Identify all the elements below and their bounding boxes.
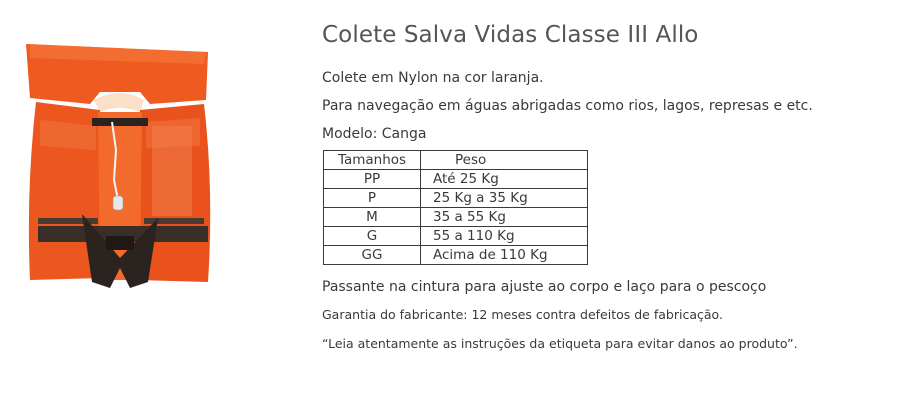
size-table: [323, 150, 588, 265]
size-cell: PP: [324, 170, 421, 189]
product-notice: “Leia atentamente as instruções da etiqueta para evitar danos ao produto”.: [322, 336, 798, 351]
life-vest-icon: [20, 30, 220, 295]
weight-cell: Até 25 Kg: [421, 170, 588, 189]
product-title: Colete Salva Vidas Classe III Allo: [322, 22, 699, 48]
size-table-header: [324, 151, 588, 170]
product-warranty: Garantia do fabricante: 12 meses contra defeitos de fabricação.: [322, 307, 723, 322]
size-cell: GG: [324, 246, 421, 265]
table-row: [324, 246, 588, 265]
size-table-header-weight: Peso: [421, 151, 588, 170]
product-image: [20, 30, 220, 295]
product-model: Modelo: Canga: [322, 126, 427, 142]
weight-cell: 55 a 110 Kg: [421, 227, 588, 246]
product-details: [322, 22, 882, 365]
table-row: [324, 208, 588, 227]
weight-cell: 35 a 55 Kg: [421, 208, 588, 227]
table-row: [324, 170, 588, 189]
size-table-header-size: Tamanhos: [324, 151, 421, 170]
size-cell: P: [324, 189, 421, 208]
weight-cell: 25 Kg a 35 Kg: [421, 189, 588, 208]
size-cell: G: [324, 227, 421, 246]
size-cell: M: [324, 208, 421, 227]
product-description-usage: Para navegação em águas abrigadas como rios, lagos, represas e etc.: [322, 98, 813, 114]
product-feature: Passante na cintura para ajuste ao corpo e laço para o pescoço: [322, 279, 767, 295]
product-description-material: Colete em Nylon na cor laranja.: [322, 70, 544, 86]
weight-cell: Acima de 110 Kg: [421, 246, 588, 265]
table-row: [324, 189, 588, 208]
table-row: [324, 227, 588, 246]
